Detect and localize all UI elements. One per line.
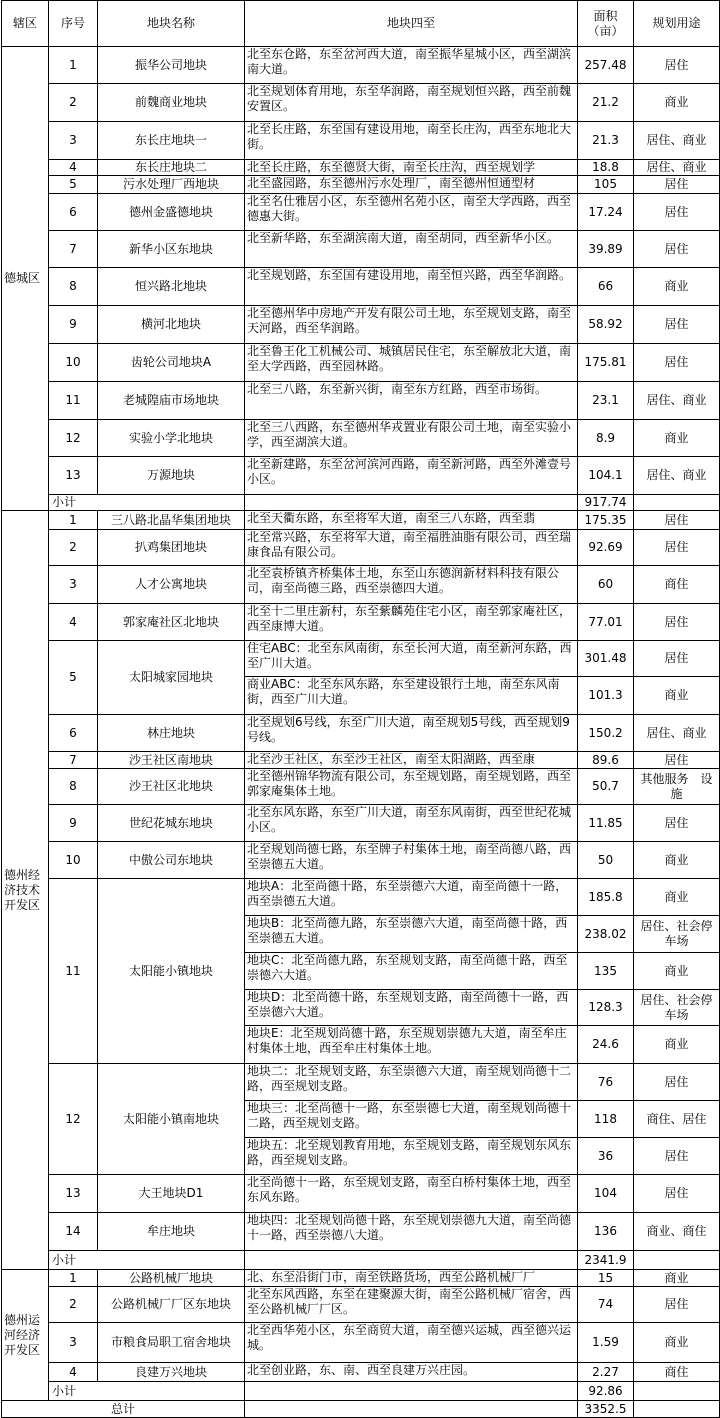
parcel-name: 污水处理厂西地块 bbox=[98, 176, 245, 194]
subtotal-spacer bbox=[245, 1251, 578, 1270]
parcel-boundary: 地块B：北至尚德九路，东至崇德六大道，南至尚德十路，西至崇德五大道。 bbox=[245, 916, 578, 953]
header-district: 辖区 bbox=[2, 1, 49, 47]
subtotal-use-blank bbox=[634, 1382, 720, 1401]
parcel-boundary: 地块E：北至规划尚德十路，东至规划崇德九大道，南至牟庄村集体土地，西至牟庄村集体土地。 bbox=[245, 1026, 578, 1064]
parcel-use: 商住、居住 bbox=[634, 1101, 720, 1138]
table-row bbox=[2, 715, 720, 752]
row-index: 1 bbox=[49, 47, 98, 84]
parcel-name: 公路机械厂地块 bbox=[98, 1270, 245, 1287]
row-index: 13 bbox=[49, 1175, 98, 1213]
table-row bbox=[2, 122, 720, 160]
parcel-use: 其他服务 设施 bbox=[634, 769, 720, 805]
parcel-name: 太阳城家园地块 bbox=[98, 641, 245, 715]
table-row bbox=[2, 176, 720, 194]
table-row bbox=[2, 752, 720, 769]
total-spacer bbox=[245, 1401, 578, 1418]
parcel-area: 105 bbox=[578, 176, 634, 194]
parcel-area: 50.7 bbox=[578, 769, 634, 805]
parcel-boundary: 商业ABC：北至东风东路，东至建设银行土地，南至东风南街，西至广川大道。 bbox=[245, 677, 578, 715]
parcel-area: 175.81 bbox=[578, 344, 634, 382]
parcel-boundary: 北至东风西路，东至在建聚源大街，南至公路机械厂宿舍，西至公路机械厂厂区。 bbox=[245, 1287, 578, 1323]
parcel-name: 市粮食局职工宿舍地块 bbox=[98, 1323, 245, 1363]
row-index: 8 bbox=[49, 769, 98, 805]
parcel-area: 104 bbox=[578, 1175, 634, 1213]
parcel-use: 商业、商住 bbox=[634, 1213, 720, 1251]
row-index: 6 bbox=[49, 194, 98, 231]
table-row bbox=[2, 530, 720, 566]
table-row bbox=[2, 879, 720, 916]
row-index: 4 bbox=[49, 604, 98, 641]
parcel-area: 175.35 bbox=[578, 511, 634, 530]
parcel-name: 中傲公司东地块 bbox=[98, 842, 245, 879]
parcel-area: 17.24 bbox=[578, 194, 634, 231]
parcel-boundary: 地块C：北至尚德九路，东至规划支路，南至尚德十路，西至崇德六大道。 bbox=[245, 953, 578, 990]
parcel-area: 136 bbox=[578, 1213, 634, 1251]
parcel-name: 扒鸡集团地块 bbox=[98, 530, 245, 566]
table-row bbox=[2, 47, 720, 84]
row-index: 2 bbox=[49, 530, 98, 566]
row-index: 4 bbox=[49, 1363, 98, 1382]
row-index: 12 bbox=[49, 1064, 98, 1175]
parcel-name: 牟庄地块 bbox=[98, 1213, 245, 1251]
parcel-boundary: 北至创业路，东、南、西至良建万兴庄园。 bbox=[245, 1363, 578, 1382]
parcel-name: 郭家庵社区北地块 bbox=[98, 604, 245, 641]
parcel-boundary: 地块四：北至规划尚德十路，东至规划崇德九大道，南至尚德十一路，西至崇德八大道。 bbox=[245, 1213, 578, 1251]
parcel-area: 301.48 bbox=[578, 641, 634, 677]
row-index: 13 bbox=[49, 457, 98, 495]
subtotal-label: 小计 bbox=[49, 1251, 245, 1270]
total-label: 总计 bbox=[2, 1401, 245, 1418]
table-row bbox=[2, 511, 720, 530]
row-index: 9 bbox=[49, 805, 98, 842]
parcel-name: 林庄地块 bbox=[98, 715, 245, 752]
total-value: 3352.5 bbox=[578, 1401, 634, 1418]
parcel-use: 居住 bbox=[634, 344, 720, 382]
parcel-use: 商业 bbox=[634, 420, 720, 457]
parcel-use: 居住、商业 bbox=[634, 715, 720, 752]
parcel-area: 66 bbox=[578, 268, 634, 306]
parcel-area: 15 bbox=[578, 1270, 634, 1287]
subtotal-label: 小计 bbox=[49, 495, 245, 511]
header-row bbox=[2, 1, 720, 47]
parcel-area: 238.02 bbox=[578, 916, 634, 953]
table-row bbox=[2, 566, 720, 604]
parcel-area: 36 bbox=[578, 1138, 634, 1175]
parcel-boundary: 北至规划6号线，东至广川大道，南至规划5号线，西至规划9号线。 bbox=[245, 715, 578, 752]
parcel-use: 居住 bbox=[634, 752, 720, 769]
parcel-boundary: 北至规划体育用地，东至华润路，南至规划恒兴路，西至前魏安置区。 bbox=[245, 84, 578, 122]
parcel-area: 128.3 bbox=[578, 990, 634, 1026]
parcel-area: 74 bbox=[578, 1287, 634, 1323]
parcel-boundary: 地块A：北至尚德十路，东至崇德六大道，南至尚德十一路，西至崇德五大道。 bbox=[245, 879, 578, 916]
row-index: 11 bbox=[49, 382, 98, 420]
subtotal-spacer bbox=[245, 1382, 578, 1401]
header-index: 序号 bbox=[49, 1, 98, 47]
subtotal-value: 2341.9 bbox=[578, 1251, 634, 1270]
table-row bbox=[2, 641, 720, 677]
parcel-boundary: 北至三八路，东至新兴街，南至东方红路，西至市场街。 bbox=[245, 382, 578, 420]
subtotal-spacer bbox=[245, 495, 578, 511]
table-row bbox=[2, 306, 720, 344]
parcel-area: 50 bbox=[578, 842, 634, 879]
parcel-boundary: 北至天衢东路，东至将军大道，南至三八东路，西至翡 bbox=[245, 511, 578, 530]
table-row bbox=[2, 1363, 720, 1382]
parcel-use: 商住 bbox=[634, 566, 720, 604]
subtotal-value: 92.86 bbox=[578, 1382, 634, 1401]
parcel-name: 新华小区东地块 bbox=[98, 231, 245, 268]
parcel-area: 150.2 bbox=[578, 715, 634, 752]
parcel-use: 居住 bbox=[634, 604, 720, 641]
parcel-name: 实验小学北地块 bbox=[98, 420, 245, 457]
parcel-area: 21.2 bbox=[578, 84, 634, 122]
parcel-boundary: 北至新华路，东至湖滨南大道，南至胡同，西至新华小区。 bbox=[245, 231, 578, 268]
row-index: 14 bbox=[49, 1213, 98, 1251]
parcel-area: 77.01 bbox=[578, 604, 634, 641]
parcel-boundary: 北至德州华中房地产开发有限公司土地，东至规划支路，南至天河路，西至华润路。 bbox=[245, 306, 578, 344]
parcel-boundary: 北至名仕雅居小区，东至德州名苑小区，南至大学西路，西至德惠大街。 bbox=[245, 194, 578, 231]
table-row bbox=[2, 1175, 720, 1213]
parcel-area: 21.3 bbox=[578, 122, 634, 160]
parcel-boundary: 北至尚德十一路，东至规划支路，南至白桥村集体土地，西至东风东路。 bbox=[245, 1175, 578, 1213]
parcel-name: 东长庄地块二 bbox=[98, 160, 245, 176]
row-index: 7 bbox=[49, 231, 98, 268]
parcel-use: 居住、商业 bbox=[634, 160, 720, 176]
header-area: 面积（亩） bbox=[578, 1, 634, 47]
row-index: 5 bbox=[49, 176, 98, 194]
parcel-use: 商业 bbox=[634, 1026, 720, 1064]
parcel-use: 商业 bbox=[634, 953, 720, 990]
parcel-use: 居住、社会停车场 bbox=[634, 990, 720, 1026]
table-row bbox=[2, 805, 720, 842]
parcel-boundary: 北至常兴路，东至将军大道，南至福胜油脂有限公司，西至瑞康食品有限公司。 bbox=[245, 530, 578, 566]
parcel-use: 居住 bbox=[634, 1138, 720, 1175]
parcel-area: 185.8 bbox=[578, 879, 634, 916]
subtotal-use-blank bbox=[634, 495, 720, 511]
parcel-use: 居住 bbox=[634, 47, 720, 84]
total-row bbox=[2, 1401, 720, 1418]
row-index: 8 bbox=[49, 268, 98, 306]
row-index: 11 bbox=[49, 879, 98, 1064]
parcel-boundary: 地块D：北至尚德十路，东至规划支路，南至尚德十一路，西至崇德六大道。 bbox=[245, 990, 578, 1026]
table-row bbox=[2, 344, 720, 382]
parcel-name: 德州金盛德地块 bbox=[98, 194, 245, 231]
row-index: 3 bbox=[49, 122, 98, 160]
parcel-name: 三八路北晶华集团地块 bbox=[98, 511, 245, 530]
subtotal-row bbox=[2, 1251, 720, 1270]
row-index: 3 bbox=[49, 1323, 98, 1363]
subtotal-value: 917.74 bbox=[578, 495, 634, 511]
parcel-boundary: 北至规划尚德七路，东至牌子村集体土地，南至尚德八路，西至崇德五大道。 bbox=[245, 842, 578, 879]
table-row bbox=[2, 194, 720, 231]
parcel-name: 良建万兴地块 bbox=[98, 1363, 245, 1382]
table-row bbox=[2, 1213, 720, 1251]
table-row bbox=[2, 382, 720, 420]
parcel-boundary: 北、东至沿街门市，南至铁路货场，西至公路机械厂厂 bbox=[245, 1270, 578, 1287]
parcel-area: 8.9 bbox=[578, 420, 634, 457]
parcel-boundary: 北至长庄路，东至国有建设用地，南至长庄沟，西至东地北大街。 bbox=[245, 122, 578, 160]
table-row bbox=[2, 1064, 720, 1101]
parcel-area: 92.69 bbox=[578, 530, 634, 566]
parcel-boundary: 北至三八西路，东至德州华戎置业有限公司土地，南至实验小学，西至湖滨大道。 bbox=[245, 420, 578, 457]
parcel-boundary: 北至袁桥镇齐桥集体土地，东至山东德润新材料科技有限公司，南至尚德三路，西至崇德四大道。 bbox=[245, 566, 578, 604]
table-row bbox=[2, 84, 720, 122]
parcel-area: 60 bbox=[578, 566, 634, 604]
parcel-name: 公路机械厂厂区东地块 bbox=[98, 1287, 245, 1323]
parcel-boundary: 北至东仓路，东至岔河西大道，南至振华星城小区，西至湖滨南大道。 bbox=[245, 47, 578, 84]
parcel-area: 24.6 bbox=[578, 1026, 634, 1064]
parcel-use: 居住 bbox=[634, 306, 720, 344]
parcel-use: 商业 bbox=[634, 879, 720, 916]
parcel-name: 人才公寓地块 bbox=[98, 566, 245, 604]
parcel-boundary: 北至十二里庄新村，东至紫麟苑住宅小区，南至郭家庵社区，西至康博大道。 bbox=[245, 604, 578, 641]
parcel-boundary: 地块二：北至规划支路，东至崇德六大道，南至规划尚德十二路，西至规划支路。 bbox=[245, 1064, 578, 1101]
parcel-use: 居住 bbox=[634, 641, 720, 677]
parcel-boundary: 地块五：北至规划教育用地，东至规划支路，南至规划东风东路，西至规划支路。 bbox=[245, 1138, 578, 1175]
parcel-area: 135 bbox=[578, 953, 634, 990]
parcel-use: 居住 bbox=[634, 805, 720, 842]
parcel-boundary: 地块三：北至尚德十一路，东至崇德七大道，南至规划尚德十二路，西至规划支路。 bbox=[245, 1101, 578, 1138]
table-row bbox=[2, 1270, 720, 1287]
district-cell: 德州运河经济开发区 bbox=[2, 1270, 49, 1401]
parcel-area: 23.1 bbox=[578, 382, 634, 420]
header-boundary: 地块四至 bbox=[245, 1, 578, 47]
table-row bbox=[2, 160, 720, 176]
row-index: 5 bbox=[49, 641, 98, 715]
parcel-boundary: 北至鲁王化工机械公司、城镇居民住宅，东至解放北大道，南至大学西路，西至园林路。 bbox=[245, 344, 578, 382]
parcel-name: 前魏商业地块 bbox=[98, 84, 245, 122]
row-index: 4 bbox=[49, 160, 98, 176]
parcel-name: 万源地块 bbox=[98, 457, 245, 495]
table-row bbox=[2, 1323, 720, 1363]
row-index: 2 bbox=[49, 1287, 98, 1323]
parcel-boundary: 北至东风东路，东至广川大道，南至东风南街，西至世纪花城小区。 bbox=[245, 805, 578, 842]
subtotal-use-blank bbox=[634, 1251, 720, 1270]
parcel-name: 老城隍庙市场地块 bbox=[98, 382, 245, 420]
parcel-area: 89.6 bbox=[578, 752, 634, 769]
subtotal-label: 小计 bbox=[49, 1382, 245, 1401]
parcel-use: 居住 bbox=[634, 530, 720, 566]
parcel-area: 2.27 bbox=[578, 1363, 634, 1382]
parcel-use: 居住、商业 bbox=[634, 122, 720, 160]
parcel-area: 118 bbox=[578, 1101, 634, 1138]
table-row bbox=[2, 420, 720, 457]
parcel-boundary: 北至新建路，东至岔河滨河西路，南至新河路，西至外滩壹号小区。 bbox=[245, 457, 578, 495]
parcel-name: 沙王社区北地块 bbox=[98, 769, 245, 805]
parcel-boundary: 北至盛园路，东至德州污水处理厂，南至德州恒通型材 bbox=[245, 176, 578, 194]
parcel-area: 257.48 bbox=[578, 47, 634, 84]
parcel-name: 齿轮公司地块A bbox=[98, 344, 245, 382]
row-index: 7 bbox=[49, 752, 98, 769]
total-use-blank bbox=[634, 1401, 720, 1418]
parcel-area: 11.85 bbox=[578, 805, 634, 842]
district-cell: 德城区 bbox=[2, 47, 49, 511]
header-name: 地块名称 bbox=[98, 1, 245, 47]
row-index: 10 bbox=[49, 842, 98, 879]
parcel-boundary: 住宅ABC：北至东风南街，东至长河大道，南至新河东路，西至广川大道。 bbox=[245, 641, 578, 677]
parcel-area: 101.3 bbox=[578, 677, 634, 715]
parcel-use: 居住 bbox=[634, 176, 720, 194]
table-row bbox=[2, 604, 720, 641]
subtotal-row bbox=[2, 1382, 720, 1401]
table-row bbox=[2, 231, 720, 268]
parcel-use: 商业 bbox=[634, 1270, 720, 1287]
table-row bbox=[2, 1287, 720, 1323]
parcel-use: 居住 bbox=[634, 1175, 720, 1213]
parcel-area: 58.92 bbox=[578, 306, 634, 344]
district-cell: 德州经济技术开发区 bbox=[2, 511, 49, 1270]
parcel-use: 居住 bbox=[634, 511, 720, 530]
parcel-area: 18.8 bbox=[578, 160, 634, 176]
header-use: 规划用途 bbox=[634, 1, 720, 47]
parcel-area: 104.1 bbox=[578, 457, 634, 495]
parcel-boundary: 北至德州锦华物流有限公司，东至规划路，南至规划路，西至郭家庵集体土地。 bbox=[245, 769, 578, 805]
parcel-name: 横河北地块 bbox=[98, 306, 245, 344]
parcel-boundary: 北至沙王社区，东至沙王社区，南至太阳湖路，西至康 bbox=[245, 752, 578, 769]
parcel-name: 世纪花城东地块 bbox=[98, 805, 245, 842]
parcel-use: 商业 bbox=[634, 268, 720, 306]
parcel-name: 振华公司地块 bbox=[98, 47, 245, 84]
parcel-boundary: 北至西华苑小区，东至商贸大道，南至德兴运城，西至德兴运城。 bbox=[245, 1323, 578, 1363]
parcel-use: 居住 bbox=[634, 1064, 720, 1101]
parcel-use: 居住、商业 bbox=[634, 382, 720, 420]
parcel-use: 居住、商业 bbox=[634, 457, 720, 495]
subtotal-row bbox=[2, 495, 720, 511]
parcel-use: 居住 bbox=[634, 194, 720, 231]
table-row bbox=[2, 842, 720, 879]
row-index: 10 bbox=[49, 344, 98, 382]
parcel-name: 大王地块D1 bbox=[98, 1175, 245, 1213]
row-index: 12 bbox=[49, 420, 98, 457]
parcel-name: 太阳能小镇地块 bbox=[98, 879, 245, 1064]
parcel-use: 居住 bbox=[634, 231, 720, 268]
parcel-name: 恒兴路北地块 bbox=[98, 268, 245, 306]
parcel-use: 商业 bbox=[634, 842, 720, 879]
table-row bbox=[2, 769, 720, 805]
row-index: 1 bbox=[49, 1270, 98, 1287]
parcel-boundary: 北至规划路，东至国有建设用地，南至恒兴路，西至华润路。 bbox=[245, 268, 578, 306]
row-index: 1 bbox=[49, 511, 98, 530]
parcel-area: 39.89 bbox=[578, 231, 634, 268]
table-body bbox=[2, 47, 720, 1418]
row-index: 3 bbox=[49, 566, 98, 604]
row-index: 6 bbox=[49, 715, 98, 752]
parcel-use: 居住、社会停车场 bbox=[634, 916, 720, 953]
parcel-use: 商业 bbox=[634, 1323, 720, 1363]
parcel-use: 商业 bbox=[634, 84, 720, 122]
row-index: 2 bbox=[49, 84, 98, 122]
parcel-area: 76 bbox=[578, 1064, 634, 1101]
parcel-use: 居住 bbox=[634, 1287, 720, 1323]
parcel-name: 太阳能小镇南地块 bbox=[98, 1064, 245, 1175]
parcel-area: 1.59 bbox=[578, 1323, 634, 1363]
row-index: 9 bbox=[49, 306, 98, 344]
parcel-boundary: 北至长庄路，东至德贤大街，南至长庄沟，西至规划学 bbox=[245, 160, 578, 176]
parcel-name: 东长庄地块一 bbox=[98, 122, 245, 160]
table-row bbox=[2, 268, 720, 306]
parcel-use: 商住 bbox=[634, 1363, 720, 1382]
table-row bbox=[2, 457, 720, 495]
parcel-name: 沙王社区南地块 bbox=[98, 752, 245, 769]
parcel-use: 商业 bbox=[634, 677, 720, 715]
land-parcel-table bbox=[1, 0, 720, 1418]
